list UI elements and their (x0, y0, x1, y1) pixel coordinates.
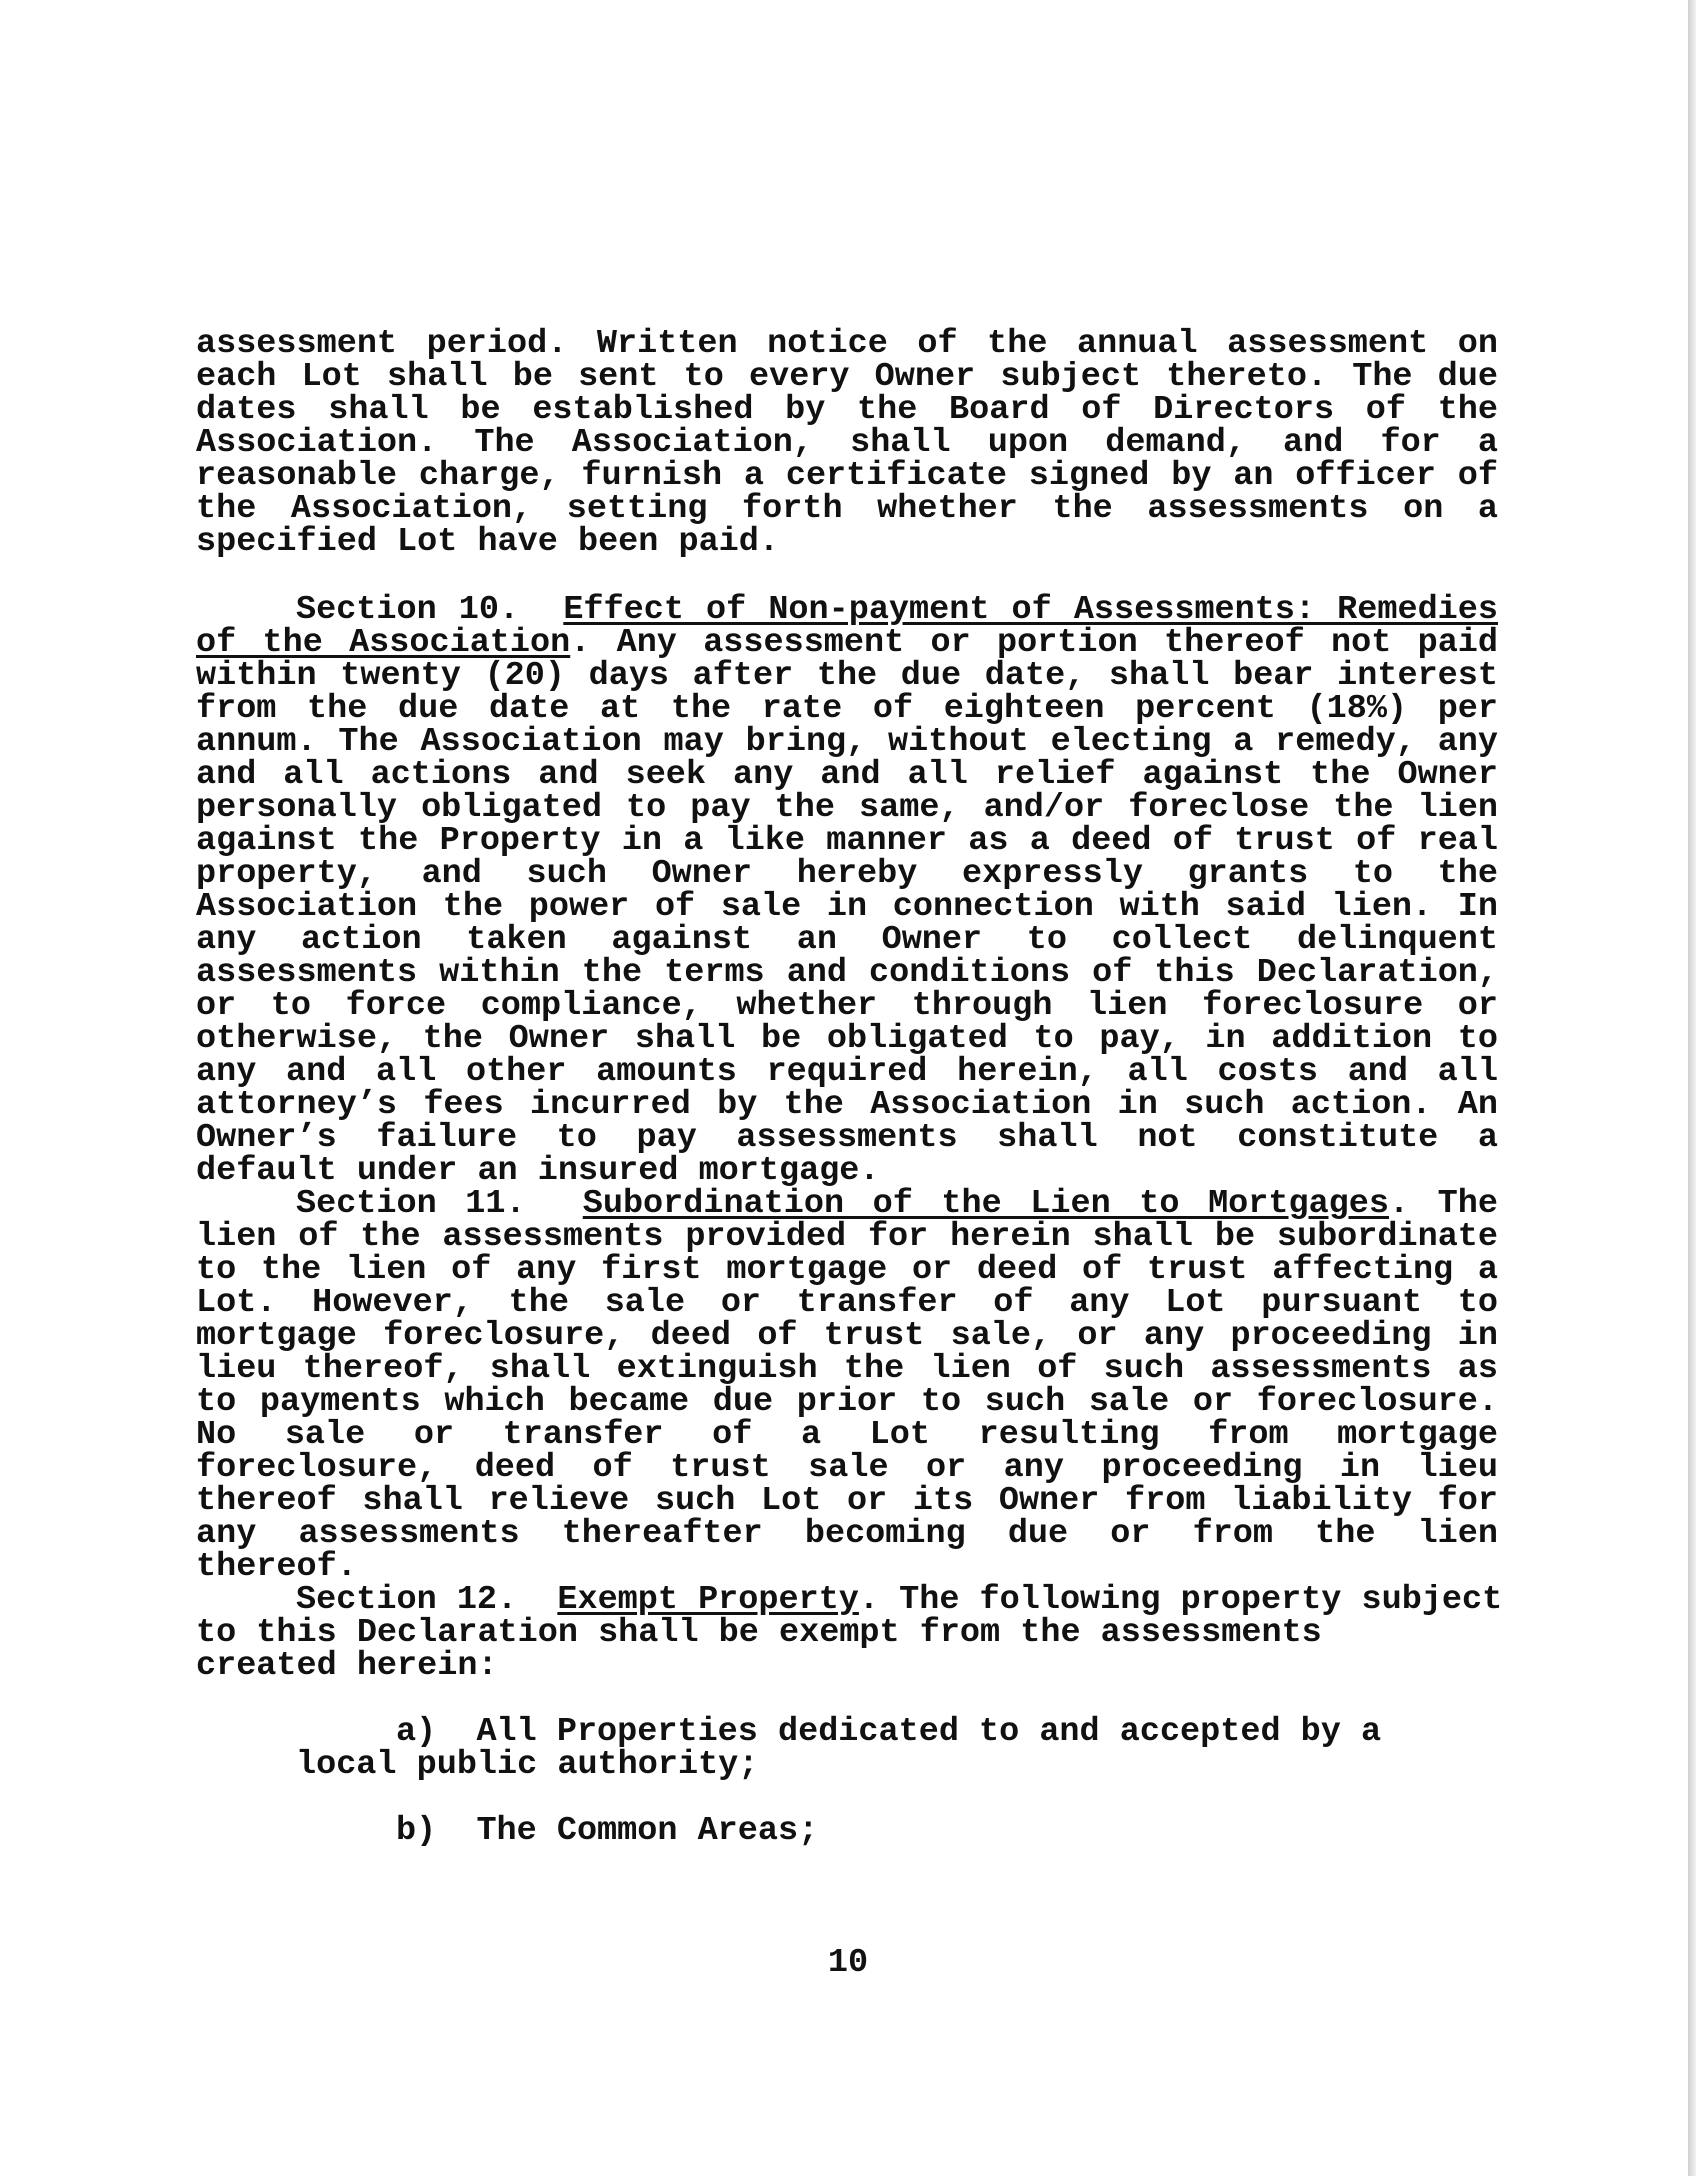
list-item-a-line1: All Properties dedicated to and accepted by a (476, 1713, 1382, 1751)
section-12-body-line2: to this Declaration shall be exempt from the assessments (196, 1614, 1322, 1652)
section-12-third-line (196, 1647, 498, 1685)
section-11-body: . The lien of the assessments provided for herein shall be subordinate to the lien of any first mortgage or deed of trust affecting a Lot. However, the sale or transfer of any Lot pursuant to mortgage foreclosure, deed of trust sale, or any proceeding in lieu thereof, shall extinguish the lien of such assessments as to payments which became due prior to such sale or foreclosure. No sale or transfer of a Lot resulting from mortgage foreclosure, deed of trust sale or any proceeding in lieu thereof shall relieve such Lot or its Owner from liability for any assessments thereafter becoming due or from the lien thereof. (196, 1185, 1498, 1586)
scan-edge-shadow (1688, 0, 1696, 2176)
list-item-a-continuation (296, 1746, 759, 1784)
section-12-body-line1: . The following property subject (858, 1581, 1503, 1619)
section-10-body: . Any assessment or portion thereof not paid within twenty (20) days after the due date, shall bear interest from the due date at the rate of eighteen percent (18%) per annum. The Association may bring, without electing a remedy, any and all actions and seek any and all relief against the Owner personally obligated to pay the same, and/or foreclose the lien against the Property in a like manner as a deed of trust of real property, and such Owner hereby expressly grants to the Association the power of sale in connection with said lien. In any action taken against an Owner to collect delinquent assessments within the terms and conditions of this Declaration, or to force compliance, whether through lien foreclosure or otherwise, the Owner shall be obligated to pay, in addition to any and all other amounts required herein, all costs and all attorney’s fees incurred by the Association in such action. An Owner’s failure to pay assessments shall not constitute a default under an insured mortgage. (196, 624, 1499, 1190)
list-item-b-marker: b) (396, 1812, 437, 1850)
list-item-a-line2: local public authority; (296, 1746, 759, 1784)
list-item-a (396, 1713, 1382, 1751)
section-11-heading: Subordination of the Lien to Mortgages (582, 1185, 1389, 1223)
section-11-label: Section 11. (296, 1185, 526, 1223)
section-10 (196, 591, 1499, 1190)
list-item-a-marker: a) (396, 1713, 437, 1751)
section-12-heading: Exempt Property (557, 1581, 859, 1619)
section-10-label: Section 10. (296, 591, 520, 629)
paragraph-continuation (196, 325, 1498, 561)
section-10-heading: Effect of Non-payment of Assessments: Remedies of the Association (196, 591, 1498, 662)
section-11 (196, 1185, 1498, 1586)
section-12-body-line3: created herein: (196, 1647, 498, 1685)
section-12-first-line (296, 1581, 1503, 1619)
list-item-b (396, 1812, 819, 1850)
list-item-b-line1: The Common Areas; (476, 1812, 819, 1850)
paragraph-continuation-text: assessment period. Written notice of the annual assessment on each Lot shall be sent to every Owner subject thereto. The due dates shall be established by the Board of Directors of the Association. The Association, shall upon demand, and for a reasonable charge, furnish a certificate signed by an officer of the Association, setting forth whether the assessments on a specified Lot have been paid. (196, 325, 1498, 561)
page-number: 10 (827, 1944, 869, 1982)
section-12-second-line (196, 1614, 1322, 1652)
section-12-label: Section 12. (296, 1581, 518, 1619)
